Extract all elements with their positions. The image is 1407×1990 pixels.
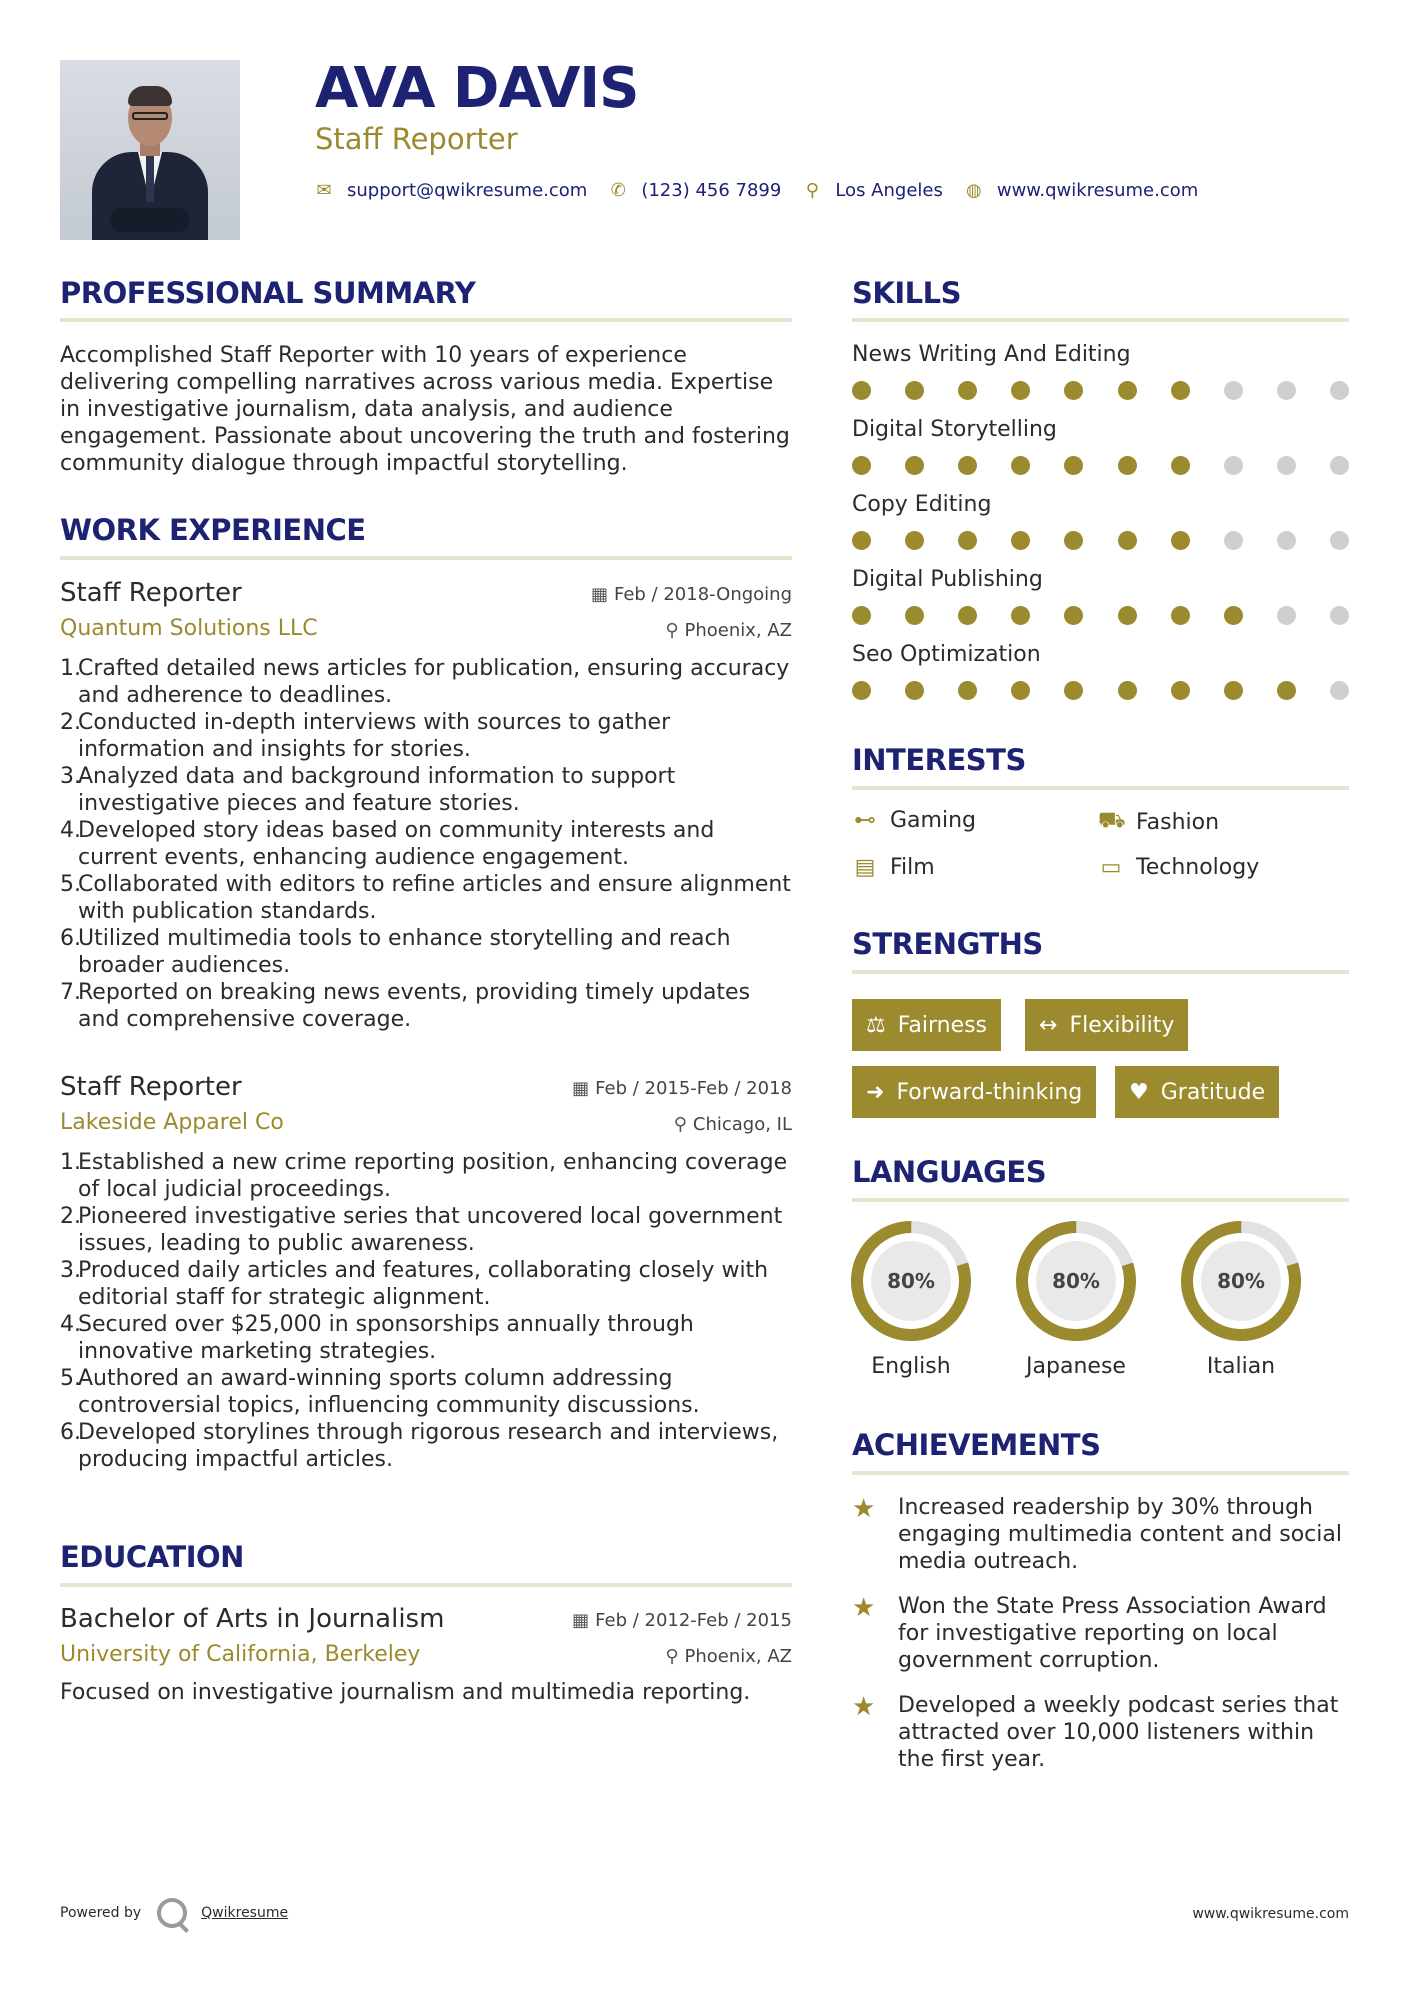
list-item: 3. Analyzed data and background information to support investigative pieces and feature stories. <box>60 764 676 816</box>
education-location <box>665 1646 792 1667</box>
job-location <box>674 1114 792 1135</box>
education-heading: EDUCATION <box>60 1540 244 1574</box>
balance-scale-icon: ⚖ <box>866 1012 886 1038</box>
map-pin-icon: ⚲ <box>805 180 819 201</box>
strengths-rule <box>852 970 1349 974</box>
skill-dot-empty <box>1330 456 1349 475</box>
summary-text: Accomplished Staff Reporter with 10 years of experience delivering compelling narratives across various media. Expertise in investigative journalism, data analysis, and audience engagement. Passionate about uncovering the truth and fostering community dialogue through impactful storytelling. <box>60 343 790 476</box>
skill-dot-empty <box>1277 606 1296 625</box>
achievement-item <box>852 1692 1349 1773</box>
achievement-item <box>852 1593 1349 1674</box>
achievement-item <box>852 1494 1349 1575</box>
skill-name: Copy Editing <box>852 492 992 517</box>
calendar-icon: ▦ <box>572 1078 590 1099</box>
strength-badge-gratitude: ♥ Gratitude <box>1115 1066 1279 1118</box>
languages-heading: LANGUAGES <box>852 1155 1047 1189</box>
profile-photo <box>60 60 240 240</box>
summary-rule <box>60 318 792 322</box>
job-2 <box>60 1072 792 1473</box>
skill-name: Seo Optimization <box>852 642 1041 667</box>
achievements-rule <box>852 1471 1349 1475</box>
skill-rating <box>852 681 1349 701</box>
skill-dot-filled <box>958 681 977 700</box>
qwikresume-logo-icon <box>157 1898 187 1928</box>
language-english <box>849 1220 973 1379</box>
laptop-icon: ▭ <box>1100 855 1122 880</box>
skill-dot-empty <box>1277 381 1296 400</box>
degree-title: Bachelor of Arts in Journalism <box>60 1604 445 1634</box>
skill-dot-filled <box>1118 381 1137 400</box>
skill-dot-filled <box>905 381 924 400</box>
envelope-icon: ✉ <box>316 180 332 201</box>
language-italian <box>1179 1220 1303 1379</box>
arrows-horizontal-icon: ↔ <box>1039 1012 1058 1038</box>
star-icon: ★ <box>852 1593 876 1623</box>
job-location-text: Phoenix, AZ <box>684 620 792 641</box>
skill-dot-filled <box>852 681 871 700</box>
skill-dot-empty <box>1224 456 1243 475</box>
education-location-text: Phoenix, AZ <box>684 1646 792 1667</box>
list-item: 1. Crafted detailed news articles for publication, ensuring accuracy and adherence to deadlines. <box>60 656 790 708</box>
job-company: Lakeside Apparel Co <box>60 1110 284 1135</box>
skill-dot-filled <box>1171 681 1190 700</box>
arrow-right-icon: ➜ <box>866 1079 885 1105</box>
contact-phone[interactable] <box>609 180 781 201</box>
skill-dot-filled <box>1011 531 1030 550</box>
skill-dot-filled <box>1064 456 1083 475</box>
skill-dot-filled <box>852 456 871 475</box>
skill-dot-filled <box>1224 681 1243 700</box>
film-icon: ▤ <box>854 855 876 880</box>
skill-dot-empty <box>1224 381 1243 400</box>
footer-powered-by <box>60 1898 288 1928</box>
skill-dot-filled <box>852 606 871 625</box>
skill-dot-filled <box>852 531 871 550</box>
language-percent: 80% <box>887 1269 935 1293</box>
star-icon: ★ <box>852 1494 876 1524</box>
job-title: Staff Reporter <box>60 578 242 608</box>
skill-dot-empty <box>1330 681 1349 700</box>
job-bullets <box>60 655 792 1033</box>
job-1 <box>60 578 792 1033</box>
language-ring <box>1180 1220 1302 1342</box>
job-location-text: Chicago, IL <box>692 1114 792 1135</box>
achievement-text: Developed a weekly podcast series that attracted over 10,000 listeners within the first year. <box>898 1693 1339 1772</box>
strengths-heading: STRENGTHS <box>852 927 1043 961</box>
strength-badge-flexibility: ↔ Flexibility <box>1025 999 1188 1051</box>
job-date <box>572 1078 792 1099</box>
list-item: 5. Authored an award-winning sports column addressing controversial topics, influencing community discussions. <box>60 1366 700 1418</box>
contact-website[interactable] <box>965 180 1198 201</box>
job-location <box>665 620 792 641</box>
skill-dot-filled <box>958 456 977 475</box>
skill-name: News Writing And Editing <box>852 342 1131 367</box>
skill-dot-filled <box>905 681 924 700</box>
list-item: 4. Secured over $25,000 in sponsorships annually through innovative marketing strategies. <box>60 1312 694 1364</box>
contact-website-text: www.qwikresume.com <box>996 180 1199 201</box>
skills-rule <box>852 318 1349 322</box>
skill-dot-filled <box>1011 681 1030 700</box>
list-item: 7. Reported on breaking news events, providing timely updates and comprehensive coverage. <box>60 980 751 1032</box>
education-description: Focused on investigative journalism and multimedia reporting. <box>60 1680 751 1705</box>
job-bullets <box>60 1149 792 1473</box>
footer-url[interactable]: www.qwikresume.com <box>1192 1906 1349 1922</box>
strength-badge-forward-thinking: ➜ Forward-thinking <box>852 1066 1096 1118</box>
candidate-name: AVA DAVIS <box>315 56 639 121</box>
globe-icon: ◍ <box>965 180 982 201</box>
skill-dot-filled <box>1171 531 1190 550</box>
skill-dot-filled <box>905 606 924 625</box>
language-percent: 80% <box>1217 1269 1265 1293</box>
job-company: Quantum Solutions LLC <box>60 616 318 641</box>
language-ring <box>1015 1220 1137 1342</box>
skill-name: Digital Publishing <box>852 567 1043 592</box>
skill-dot-empty <box>1277 456 1296 475</box>
skill-dot-filled <box>958 606 977 625</box>
skill-dot-empty <box>1224 531 1243 550</box>
skill-dot-filled <box>958 531 977 550</box>
school-name: University of California, Berkeley <box>60 1642 421 1667</box>
pin-icon: ⚲ <box>673 1114 687 1135</box>
language-ring <box>850 1220 972 1342</box>
skill-dot-filled <box>1171 456 1190 475</box>
language-name: Italian <box>1206 1354 1276 1379</box>
summary-heading: PROFESSIONAL SUMMARY <box>60 276 476 310</box>
skill-item <box>852 492 1349 551</box>
shopping-bag-icon: ⛟ <box>1098 808 1126 833</box>
contact-email-text: support@qwikresume.com <box>347 180 588 201</box>
interest-technology: ▭ Technology <box>1098 855 1259 880</box>
education-date-text: Feb / 2012-Feb / 2015 <box>595 1610 792 1631</box>
job-date-text: Feb / 2015-Feb / 2018 <box>595 1078 792 1099</box>
skill-dot-filled <box>1118 456 1137 475</box>
interests-rule <box>852 786 1349 790</box>
phone-icon: ✆ <box>610 180 626 201</box>
skill-dot-filled <box>1118 531 1137 550</box>
skill-rating <box>852 381 1349 401</box>
skill-dot-filled <box>852 381 871 400</box>
calendar-icon: ▦ <box>590 584 608 605</box>
education-date <box>572 1610 792 1631</box>
skill-dot-filled <box>1011 456 1030 475</box>
strength-badge-fairness: ⚖ Fairness <box>852 999 1001 1051</box>
calendar-icon: ▦ <box>572 1610 590 1631</box>
interest-fashion: ⛟ Fashion <box>1098 808 1220 835</box>
skill-dot-filled <box>1118 606 1137 625</box>
language-japanese <box>1014 1220 1138 1379</box>
list-item: 2. Pioneered investigative series that uncovered local government issues, leading to public awareness. <box>60 1204 783 1256</box>
skill-name: Digital Storytelling <box>852 417 1057 442</box>
skill-dot-filled <box>1064 606 1083 625</box>
skill-dot-filled <box>1064 381 1083 400</box>
list-item: 2. Conducted in-depth interviews with sources to gather information and insights for stories. <box>60 710 671 762</box>
list-item: 3. Produced daily articles and features, collaborating closely with editorial staff for strategic alignment. <box>60 1258 769 1310</box>
language-percent: 80% <box>1052 1269 1100 1293</box>
skill-dot-filled <box>1118 681 1137 700</box>
skill-item <box>852 417 1349 476</box>
skill-dot-filled <box>905 456 924 475</box>
contact-phone-text: (123) 456 7899 <box>641 180 782 201</box>
skill-item <box>852 342 1349 401</box>
star-icon: ★ <box>852 1692 876 1722</box>
skill-rating <box>852 606 1349 626</box>
skill-dot-filled <box>1011 381 1030 400</box>
skill-dot-empty <box>1330 531 1349 550</box>
job-date-text: Feb / 2018-Ongoing <box>613 584 792 605</box>
skills-heading: SKILLS <box>852 276 961 310</box>
footer-brand-link[interactable]: Qwikresume <box>201 1905 289 1921</box>
skill-dot-filled <box>1064 531 1083 550</box>
language-name: Japanese <box>1026 1354 1126 1379</box>
skill-dot-filled <box>1064 681 1083 700</box>
skill-dot-filled <box>905 531 924 550</box>
interests-heading: INTERESTS <box>852 743 1026 777</box>
skill-dot-filled <box>1171 606 1190 625</box>
achievement-text: Won the State Press Association Award for investigative reporting on local government corruption. <box>898 1594 1327 1673</box>
list-item: 6. Utilized multimedia tools to enhance storytelling and reach broader audiences. <box>60 926 731 978</box>
language-name: English <box>871 1354 951 1379</box>
job-title: Staff Reporter <box>60 1072 242 1102</box>
candidate-title: Staff Reporter <box>315 122 518 156</box>
list-item: 4. Developed story ideas based on community interests and current events, enhancing audience engagement. <box>60 818 715 870</box>
skill-dot-empty <box>1330 381 1349 400</box>
interest-film: ▤ Film <box>852 855 935 880</box>
achievements-heading: ACHIEVEMENTS <box>852 1428 1101 1462</box>
contact-row <box>315 180 1220 201</box>
gamepad-icon: ⊷ <box>854 808 876 833</box>
interest-gaming: ⊷ Gaming <box>854 808 976 833</box>
languages-rule <box>852 1198 1349 1202</box>
education-entry <box>60 1604 792 1706</box>
list-item: 6. Developed storylines through rigorous research and interviews, producing impactful articles. <box>60 1420 779 1472</box>
list-item: 5. Collaborated with editors to refine articles and ensure alignment with publication standards. <box>60 872 791 924</box>
contact-location-text: Los Angeles <box>835 180 943 201</box>
powered-by-text: Powered by <box>60 1905 142 1921</box>
experience-heading: WORK EXPERIENCE <box>60 513 366 547</box>
skill-dot-filled <box>1277 681 1296 700</box>
skill-rating <box>852 531 1349 551</box>
experience-rule <box>60 556 792 560</box>
pin-icon: ⚲ <box>665 620 679 641</box>
education-rule <box>60 1583 792 1587</box>
contact-email[interactable] <box>315 180 587 201</box>
skill-dot-empty <box>1277 531 1296 550</box>
skill-rating <box>852 456 1349 476</box>
skill-dot-filled <box>1171 381 1190 400</box>
pin-icon: ⚲ <box>665 1646 679 1667</box>
skill-dot-filled <box>1011 606 1030 625</box>
job-date <box>591 584 792 605</box>
achievement-text: Increased readership by 30% through engaging multimedia content and social media outreach. <box>898 1495 1342 1574</box>
heart-icon: ♥ <box>1129 1079 1149 1105</box>
skill-item <box>852 567 1349 626</box>
contact-location <box>803 180 943 201</box>
skill-dot-empty <box>1330 606 1349 625</box>
skill-dot-filled <box>1224 606 1243 625</box>
skill-item <box>852 642 1349 701</box>
list-item: 1. Established a new crime reporting position, enhancing coverage of local judicial proceedings. <box>60 1150 788 1202</box>
skill-dot-filled <box>958 381 977 400</box>
